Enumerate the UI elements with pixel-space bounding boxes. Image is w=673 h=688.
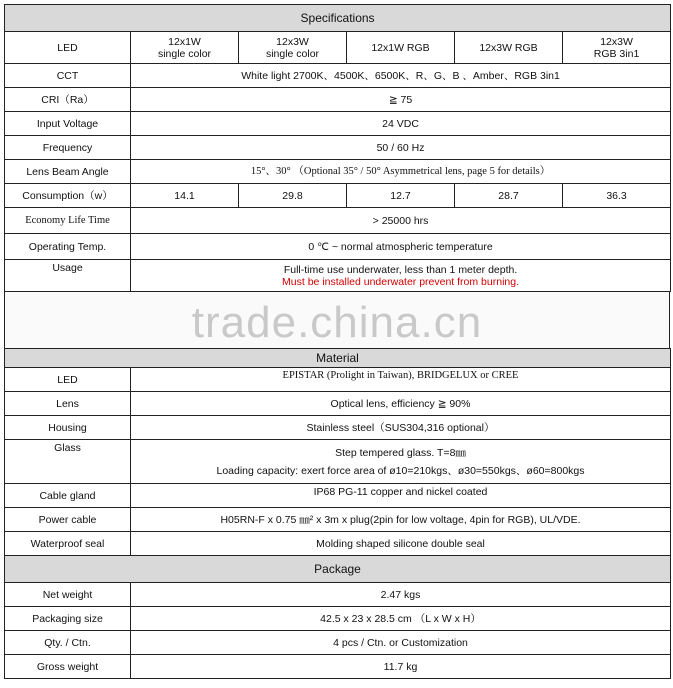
spec-row-led	[5, 32, 671, 64]
package-label-qty: Qty. / Ctn.	[5, 631, 131, 655]
package-header-row	[5, 556, 671, 583]
led-option-5: 12x3W RGB 3in1	[563, 32, 671, 64]
package-label-packaging-size: Packaging size	[5, 607, 131, 631]
material-label-lens: Lens	[5, 392, 131, 416]
glass-line-1: Step tempered glass. T=8㎜	[335, 446, 466, 459]
package-value-qty: 4 pcs / Ctn. or Customization	[131, 631, 671, 655]
spec-value-frequency: 50 / 60 Hz	[131, 136, 671, 160]
spec-row-consumption	[5, 184, 671, 208]
package-value-packaging-size: 42.5 x 23 x 28.5 cm （L x W x H）	[131, 607, 671, 631]
led-option-1: 12x1W single color	[131, 32, 239, 64]
spec-row-economy-life	[5, 208, 671, 234]
usage-warning: Must be installed underwater prevent from burning.	[282, 275, 520, 288]
material-label-power-cable: Power cable	[5, 508, 131, 532]
led-option-3: 12x1W RGB	[347, 32, 455, 64]
spec-row-operating-temp	[5, 234, 671, 260]
material-row-glass	[5, 440, 671, 484]
material-row-power-cable	[5, 508, 671, 532]
spec-value-economy-life: > 25000 hrs	[131, 208, 671, 234]
spec-label-cri: CRI（Ra）	[5, 88, 131, 112]
spec-label-usage: Usage	[5, 260, 131, 292]
spec-value-input-voltage: 24 VDC	[131, 112, 671, 136]
spec-row-frequency	[5, 136, 671, 160]
spec-value-lens-beam-angle: 15°、30° （Optional 35° / 50° Asymmetrical lens, page 5 for details）	[131, 160, 671, 184]
spec-row-usage	[5, 260, 671, 292]
spec-label-input-voltage: Input Voltage	[5, 112, 131, 136]
material-value-lens: Optical lens, efficiency ≧ 90%	[131, 392, 671, 416]
material-row-cable-gland	[5, 484, 671, 508]
package-title: Package	[5, 556, 671, 583]
material-value-housing: Stainless steel（SUS304,316 optional）	[131, 416, 671, 440]
material-label-led: LED	[5, 368, 131, 392]
package-label-net-weight: Net weight	[5, 583, 131, 607]
consumption-value-1: 14.1	[131, 184, 239, 208]
package-value-gross-weight: 11.7 kg	[131, 655, 671, 679]
spec-value-cri: ≧ 75	[131, 88, 671, 112]
package-value-net-weight: 2.47 kgs	[131, 583, 671, 607]
spec-sheet	[4, 4, 670, 679]
spec-label-frequency: Frequency	[5, 136, 131, 160]
spec-label-lens-beam-angle: Lens Beam Angle	[5, 160, 131, 184]
spec-value-operating-temp: 0 ℃ ~ normal atmospheric temperature	[131, 234, 671, 260]
specifications-header-row	[5, 5, 671, 32]
led-option-4: 12x3W RGB	[455, 32, 563, 64]
material-value-power-cable: H05RN-F x 0.75 ㎜² x 3m x plug(2pin for low voltage, 4pin for RGB), UL/VDE.	[131, 508, 671, 532]
specifications-title: Specifications	[5, 5, 671, 32]
spec-label-led: LED	[5, 32, 131, 64]
material-value-waterproof-seal: Molding shaped silicone double seal	[131, 532, 671, 556]
material-label-housing: Housing	[5, 416, 131, 440]
spec-label-economy-life: Economy Life Time	[5, 208, 131, 234]
material-label-waterproof-seal: Waterproof seal	[5, 532, 131, 556]
spec-row-lens-beam-angle	[5, 160, 671, 184]
spec-value-cct: White light 2700K、4500K、6500K、R、G、B 、Amber、RGB 3in1	[131, 64, 671, 88]
package-row-gross-weight	[5, 655, 671, 679]
material-header-row	[5, 349, 671, 368]
package-row-net-weight	[5, 583, 671, 607]
package-row-qty	[5, 631, 671, 655]
material-row-waterproof-seal	[5, 532, 671, 556]
usage-line-1: Full-time use underwater, less than 1 meter depth.	[283, 263, 518, 276]
consumption-value-4: 28.7	[455, 184, 563, 208]
spec-label-operating-temp: Operating Temp.	[5, 234, 131, 260]
spec-label-cct: CCT	[5, 64, 131, 88]
spec-label-consumption: Consumption（w）	[5, 184, 131, 208]
watermark: trade.china.cn	[191, 298, 483, 347]
material-row-led	[5, 368, 671, 392]
material-value-glass	[131, 440, 671, 484]
spec-row-cri	[5, 88, 671, 112]
led-option-2: 12x3W single color	[239, 32, 347, 64]
glass-line-2: Loading capacity: exert force area of ø10=210kgs、ø30=550kgs、ø60=800kgs	[216, 464, 585, 477]
material-table	[4, 348, 671, 679]
material-row-housing	[5, 416, 671, 440]
package-row-packaging-size	[5, 607, 671, 631]
material-label-glass: Glass	[5, 440, 131, 484]
spec-row-input-voltage	[5, 112, 671, 136]
material-label-cable-gland: Cable gland	[5, 484, 131, 508]
watermark-band	[4, 292, 670, 348]
package-label-gross-weight: Gross weight	[5, 655, 131, 679]
material-title: Material	[5, 349, 671, 368]
consumption-value-3: 12.7	[347, 184, 455, 208]
spec-row-cct	[5, 64, 671, 88]
consumption-value-5: 36.3	[563, 184, 671, 208]
consumption-value-2: 29.8	[239, 184, 347, 208]
spec-value-usage	[131, 260, 671, 292]
material-value-cable-gland: IP68 PG-11 copper and nickel coated	[131, 484, 671, 508]
material-value-led: EPISTAR (Prolight in Taiwan), BRIDGELUX or CREE	[131, 368, 671, 392]
material-row-lens	[5, 392, 671, 416]
specifications-table	[4, 4, 671, 292]
